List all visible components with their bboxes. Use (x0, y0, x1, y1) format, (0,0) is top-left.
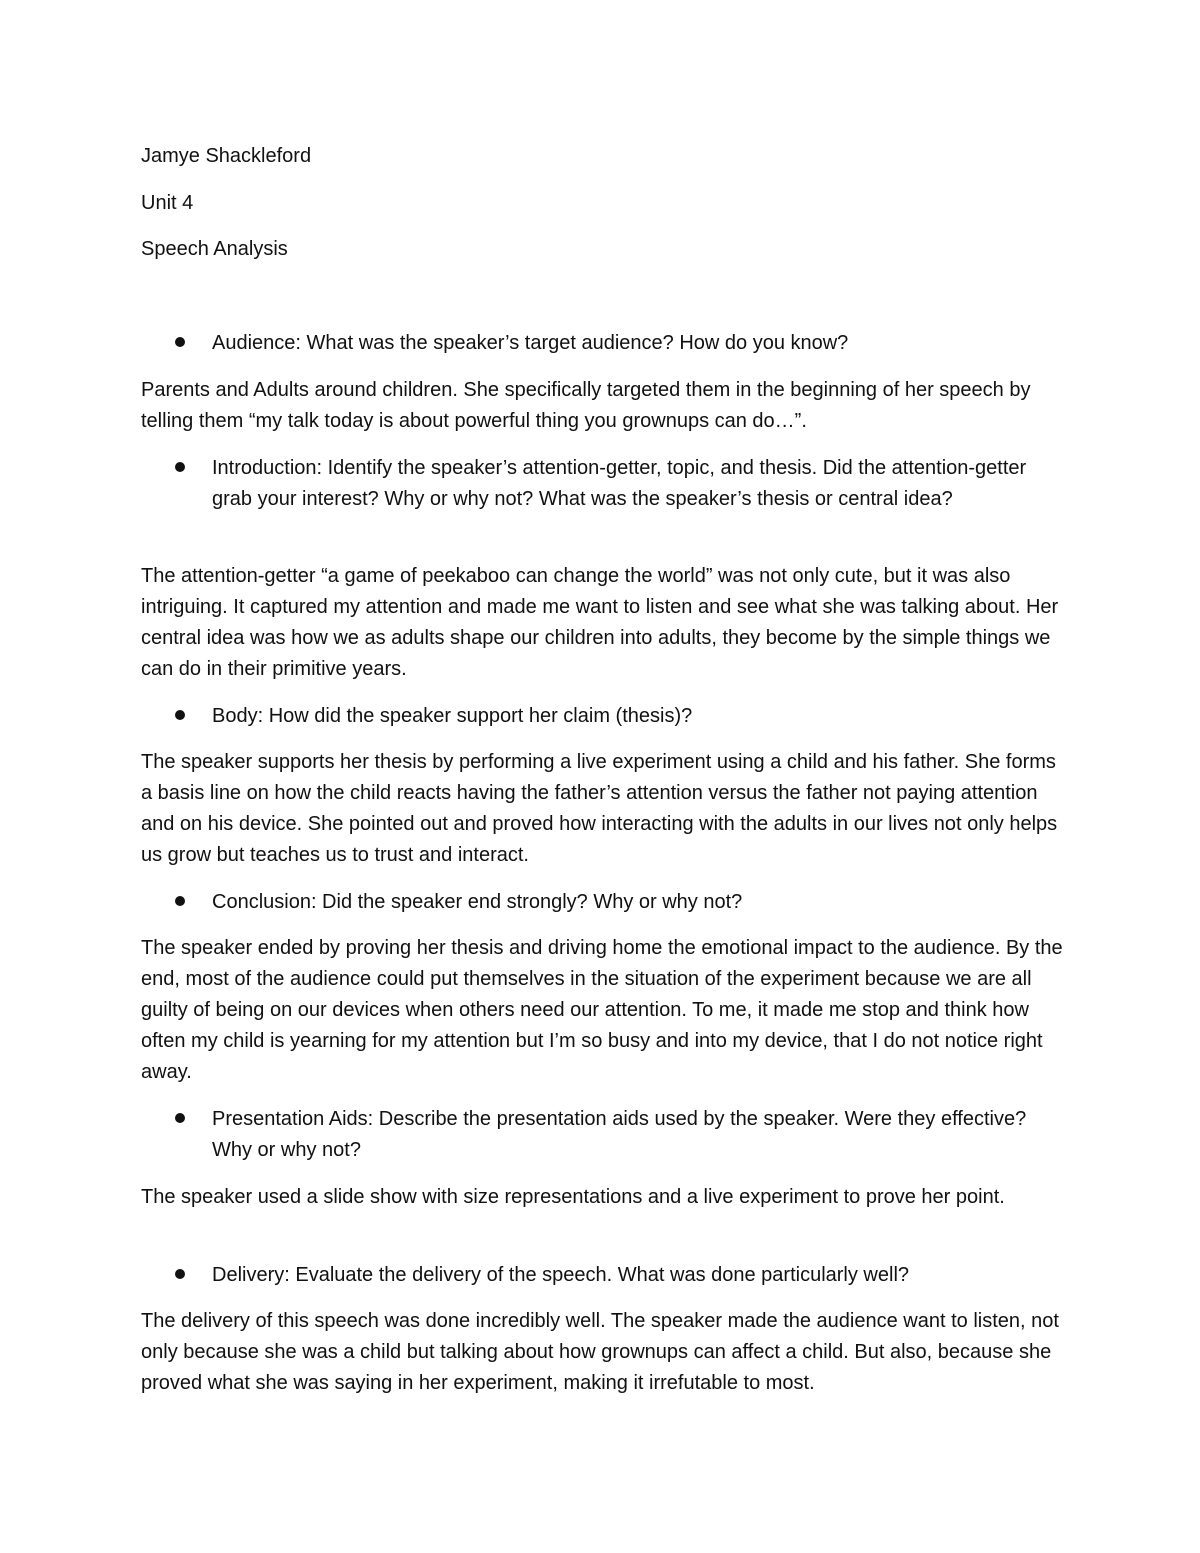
answer-delivery: The delivery of this speech was done incredibly well. The speaker made the audience want to listen, not only because she was a child but talking about how grownups can affect a child. But also, because she proved what she was saying in her experiment, making it irrefutable to most. (141, 1310, 1059, 1394)
bullet-icon (175, 1269, 185, 1279)
unit-label: Unit 4 (141, 192, 194, 214)
bullet-icon (175, 337, 185, 347)
question-audience (141, 328, 1061, 359)
answer-presentation-aids: The speaker used a slide show with size representations and a live experiment to prove her point. (141, 1186, 1005, 1208)
bullet-icon (175, 710, 185, 720)
bullet-icon (175, 896, 185, 906)
answer-audience: Parents and Adults around children. She specifically targeted them in the beginning of her speech by telling them “my talk today is about powerful thing you grownups can do…”. (141, 379, 1031, 432)
document-title: Speech Analysis (141, 238, 288, 260)
question-delivery (141, 1260, 1061, 1291)
question-introduction (141, 453, 1061, 515)
question-body (141, 701, 1061, 732)
question-text: Conclusion: Did the speaker end strongly? Why or why not? (212, 891, 743, 913)
question-text: Delivery: Evaluate the delivery of the speech. What was done particularly well? (212, 1264, 910, 1286)
question-text: Introduction: Identify the speaker’s attention-getter, topic, and thesis. Did the attention-getter grab your interest? Why or why not? What was the speaker’s thesis or central idea? (212, 457, 1027, 510)
bullet-icon (175, 1113, 185, 1123)
answer-introduction: The attention-getter “a game of peekaboo can change the world” was not only cute, but it was also intriguing. It captured my attention and made me want to listen and see what she was talking about. Her central idea was how we as adults shape our children into adults, they become by the simple things we can do in their primitive years. (141, 565, 1059, 680)
answer-body: The speaker supports her thesis by performing a live experiment using a child and his father. She forms a basis line on how the child reacts having the father’s attention versus the father not paying attention and on his device. She pointed out and proved how interacting with the adults in our lives not only helps us grow but teaches us to trust and interact. (141, 751, 1058, 866)
bullet-icon (175, 462, 185, 472)
question-text: Body: How did the speaker support her claim (thesis)? (212, 705, 693, 727)
author-name: Jamye Shackleford (141, 145, 312, 167)
question-presentation-aids (141, 1104, 1061, 1166)
question-conclusion (141, 887, 1061, 918)
question-text: Presentation Aids: Describe the presentation aids used by the speaker. Were they effective? Why or why not? (212, 1108, 1027, 1161)
question-text: Audience: What was the speaker’s target audience? How do you know? (212, 332, 849, 354)
answer-conclusion: The speaker ended by proving her thesis and driving home the emotional impact to the audience. By the end, most of the audience could put themselves in the situation of the experiment because we are all guilty of being on our devices when others need our attention. To me, it made me stop and think how often my child is yearning for my attention but I’m so busy and into my device, that I do not notice right away. (141, 937, 1063, 1083)
